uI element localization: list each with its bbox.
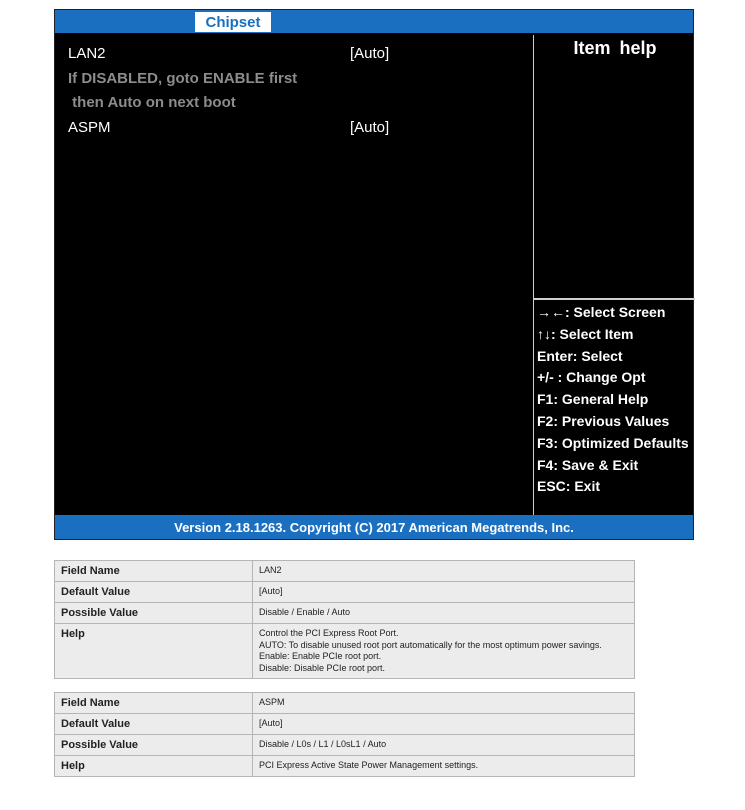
option-lan2-value[interactable]: [Auto] — [350, 45, 390, 62]
field-name-value: LAN2 — [253, 561, 635, 582]
key-enter-select: Enter: Select — [537, 347, 623, 364]
table-row — [55, 603, 635, 624]
table-row — [55, 624, 635, 679]
key-optimized-defaults: F3: Optimized Defaults — [537, 434, 689, 451]
key-select-screen: →←: Select Screen — [537, 304, 666, 320]
key-change-opt: +/- : Change Opt — [537, 369, 646, 386]
key-save-exit: F4: Save & Exit — [537, 456, 639, 473]
key-esc-exit: ESC: Exit — [537, 478, 601, 495]
tab-chipset[interactable]: Chipset — [195, 12, 271, 32]
possible-value-key: Possible Value — [55, 603, 253, 624]
help-value: PCI Express Active State Power Management settings. — [253, 756, 635, 777]
key-select-item: ↑↓: Select Item — [537, 325, 634, 342]
bios-footer: Version 2.18.1263. Copyright (C) 2017 American Megatrends, Inc. — [55, 515, 693, 539]
bios-vertical-divider — [533, 35, 534, 515]
default-value-key: Default Value — [55, 714, 253, 735]
possible-value-key: Possible Value — [55, 735, 253, 756]
help-line: Control the PCI Express Root Port. — [259, 628, 399, 638]
item-help-title: Item help — [573, 38, 657, 58]
default-value-value: [Auto] — [253, 714, 635, 735]
bios-screen — [54, 9, 694, 540]
field-name-value: ASPM — [253, 693, 635, 714]
bios-top-bar — [55, 10, 693, 33]
aspm-field-table — [54, 692, 635, 777]
lan2-field-table — [54, 560, 635, 679]
table-row — [55, 561, 635, 582]
table-row — [55, 582, 635, 603]
default-value-value: [Auto] — [253, 582, 635, 603]
bios-help-divider — [533, 298, 695, 300]
key-previous-values: F2: Previous Values — [537, 412, 670, 429]
option-lan2-note-line1: If DISABLED, goto ENABLE first — [68, 70, 298, 87]
key-legend — [537, 302, 689, 498]
possible-value-value: Disable / L0s / L1 / L0sL1 / Auto — [253, 735, 635, 756]
option-aspm-label[interactable]: ASPM — [68, 119, 111, 136]
table-row — [55, 756, 635, 777]
help-key: Help — [55, 756, 253, 777]
option-aspm-value[interactable]: [Auto] — [350, 119, 390, 136]
table-row — [55, 735, 635, 756]
possible-value-value: Disable / Enable / Auto — [253, 603, 635, 624]
key-general-help: F1: General Help — [537, 391, 649, 408]
table-row — [55, 714, 635, 735]
field-name-key: Field Name — [55, 561, 253, 582]
default-value-key: Default Value — [55, 582, 253, 603]
help-value — [253, 624, 635, 679]
option-lan2-note-line2: then Auto on next boot — [68, 94, 236, 111]
help-line: AUTO: To disable unused root port automatically for the most optimum power savings. — [259, 639, 602, 650]
table-row — [55, 693, 635, 714]
help-key: Help — [55, 624, 253, 679]
field-name-key: Field Name — [55, 693, 253, 714]
help-line: Enable: Enable PCIe root port. — [259, 651, 382, 661]
option-lan2-label[interactable]: LAN2 — [68, 45, 106, 62]
help-line: Disable: Disable PCIe root port. — [259, 662, 386, 673]
bios-options-panel — [55, 33, 532, 517]
